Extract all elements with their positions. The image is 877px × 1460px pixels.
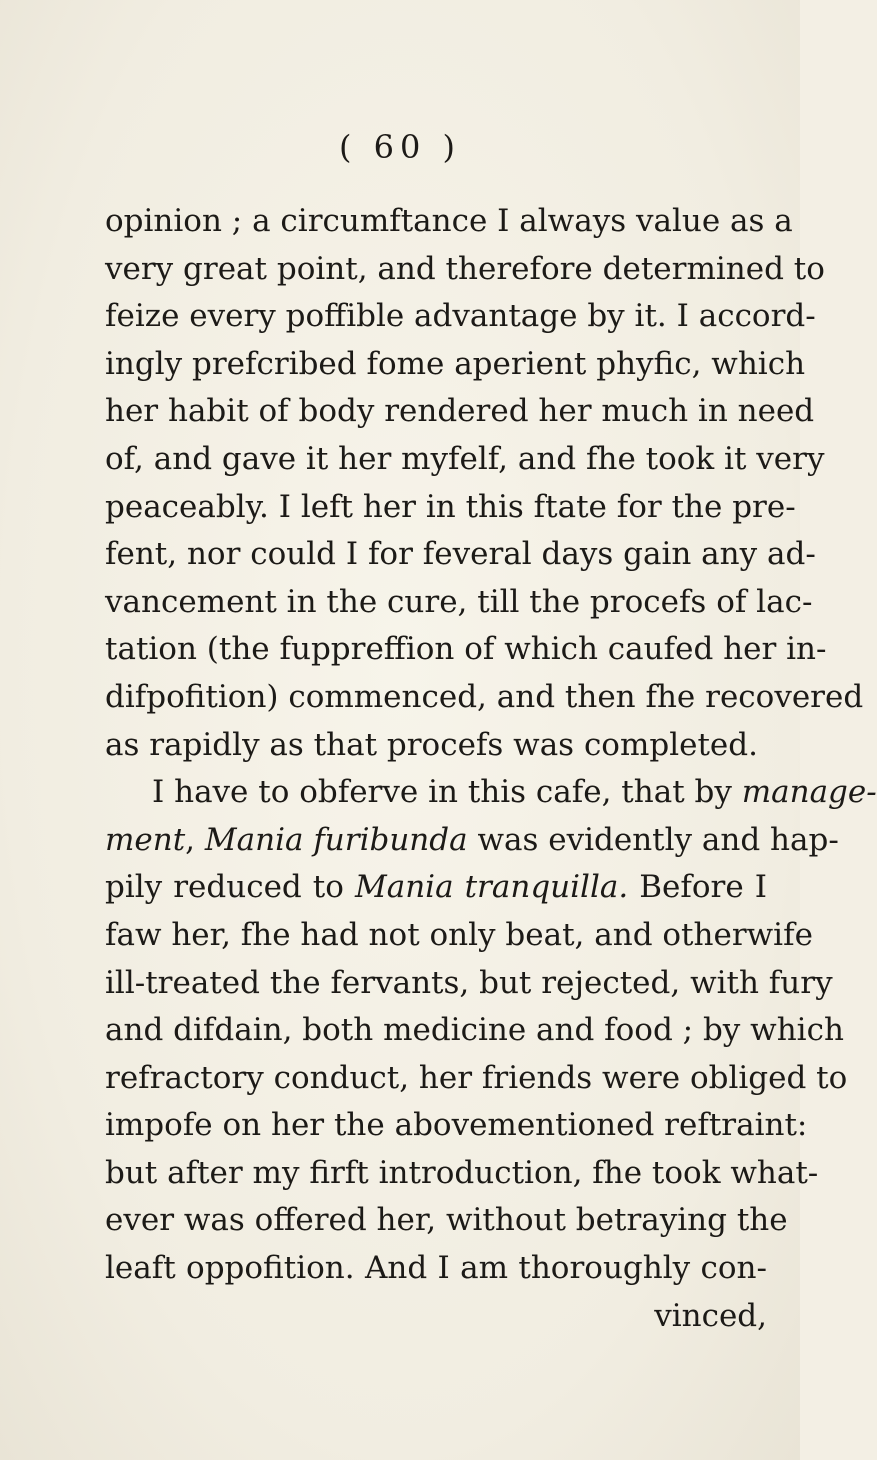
text-line: leaft oppofition. And I am thoroughly con- <box>105 1250 767 1287</box>
catchword: vinced, <box>654 1297 767 1334</box>
italic-run: Mania tranquilla. <box>354 869 629 906</box>
text-line: but after my firft introduction, fhe took what- <box>105 1154 819 1191</box>
text-line: impofe on her the abovementioned reftraint: <box>105 1107 808 1144</box>
text-line <box>105 864 767 912</box>
text-run: I have to obferve in this cafe, that by <box>152 774 742 811</box>
text-line: vancement in the cure, till the procefs of lac- <box>105 583 813 620</box>
text-line: ever was offered her, without betraying the <box>105 1202 788 1239</box>
text-run: pily reduced to <box>105 869 355 906</box>
page-number: ( 60 ) <box>338 128 462 166</box>
text-line: refractory conduct, her friends were obliged to <box>105 1059 848 1096</box>
text-line: very great point, and therefore determined to <box>105 250 825 287</box>
text-line <box>105 769 877 817</box>
text-line: her habit of body rendered her much in need <box>105 393 815 430</box>
text-line <box>105 817 839 865</box>
body-text <box>105 198 877 1340</box>
italic-run: manage- <box>741 774 877 811</box>
text-line: difpofition) commenced, and then fhe recovered <box>105 678 864 715</box>
text-line: tation (the fuppreffion of which caufed her in- <box>105 631 827 668</box>
text-run: , <box>185 821 205 858</box>
italic-run: Mania furibunda <box>204 821 468 858</box>
text-line: peaceably. I left her in this ftate for the pre- <box>105 488 796 525</box>
text-run: Before I <box>628 869 767 906</box>
text-line: feize every poffible advantage by it. I accord- <box>105 298 816 335</box>
text-line: and difdain, both medicine and food ; by which <box>105 1012 844 1049</box>
text-line: opinion ; a circumftance I always value as a <box>105 203 793 239</box>
italic-run: ment <box>105 821 186 858</box>
text-line: of, and gave it her myfelf, and fhe took it very <box>105 440 825 477</box>
text-line: ill-treated the fervants, but rejected, with fury <box>105 964 833 1001</box>
text-line: ingly prefcribed fome aperient phyfic, which <box>105 345 806 382</box>
text-line: fent, nor could I for feveral days gain any ad- <box>105 536 816 573</box>
text-run: was evidently and hap- <box>467 821 839 858</box>
text-line: as rapidly as that procefs was completed. <box>105 726 758 763</box>
text-line: faw her, fhe had not only beat, and otherwife <box>105 916 813 953</box>
